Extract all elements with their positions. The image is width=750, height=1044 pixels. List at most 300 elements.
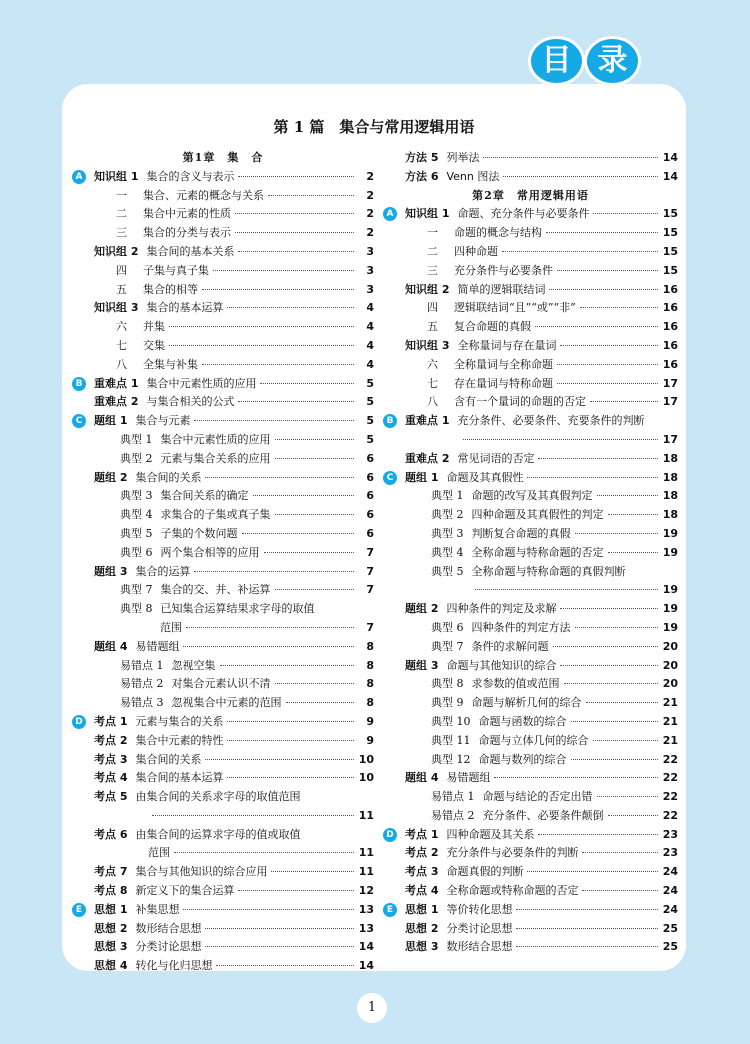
- entry-line-1: [72, 600, 374, 619]
- entry-text: 集合与其他知识的综合应用: [135, 865, 268, 879]
- entry-label: 题组 2: [94, 470, 128, 484]
- entry-text: 命题的改写及其真假判定: [471, 489, 593, 503]
- page-ref: 25: [662, 940, 678, 954]
- dot-leader: [205, 759, 354, 760]
- page-ref: 4: [366, 357, 374, 371]
- entry-text: 集合间的关系: [135, 752, 202, 766]
- page-ref: 7: [366, 545, 374, 559]
- page-ref: 3: [366, 282, 374, 296]
- entry-text: 并集: [143, 320, 165, 334]
- dot-leader: [546, 232, 658, 233]
- entry-label: 知识组 2: [94, 244, 139, 258]
- entry-label: 易错点 1: [431, 790, 475, 804]
- dot-leader: [527, 477, 658, 478]
- entry-text: 判断复合命题的真假: [471, 526, 571, 540]
- section-badge-icon: B: [383, 414, 397, 428]
- toc-entry: [72, 769, 374, 788]
- page-ref: 17: [662, 395, 678, 409]
- page-ref: 10: [358, 752, 374, 766]
- dot-leader: [608, 552, 659, 553]
- entry-text: 全称命题与特称命题的否定: [471, 545, 604, 559]
- entry-text: 由集合间的运算求字母的值或取值: [135, 827, 301, 841]
- toc-entry: [72, 581, 374, 600]
- section-badge-icon: E: [383, 903, 397, 917]
- entry-label: 重难点 1: [405, 414, 450, 428]
- page-ref: 16: [662, 338, 678, 352]
- entry-label: 典型 4: [431, 545, 464, 559]
- entry-text: 集合的基本运算: [146, 301, 224, 315]
- entry-label: 典型 5: [120, 526, 153, 540]
- page-ref: 11: [358, 808, 374, 822]
- toc-entry: [383, 487, 678, 506]
- entry-text: 简单的逻辑联结词: [457, 282, 546, 296]
- dot-leader: [571, 721, 659, 722]
- dot-leader: [582, 852, 658, 853]
- page-ref: 9: [366, 733, 374, 747]
- title-badge-lu: 录: [584, 36, 641, 86]
- section-badge-icon: D: [383, 828, 397, 842]
- dot-leader: [571, 759, 659, 760]
- dot-leader: [227, 740, 354, 741]
- entry-text: 易错题组: [446, 771, 491, 785]
- toc-entry: [72, 901, 374, 920]
- entry-text: 分类讨论思想: [135, 940, 202, 954]
- entry-text: 集合的相等: [143, 282, 198, 296]
- dot-leader: [593, 213, 658, 214]
- entry-label: 一: [427, 226, 438, 240]
- page-ref: 4: [366, 320, 374, 334]
- dot-leader: [593, 740, 659, 741]
- chapter-heading: 第2章 常用逻辑用语: [472, 188, 589, 202]
- entry-label: 思想 2: [405, 921, 439, 935]
- toc-entry: [72, 187, 374, 206]
- dot-leader: [174, 852, 354, 853]
- page-ref: 22: [662, 771, 678, 785]
- page-ref: 19: [662, 545, 678, 559]
- dot-leader: [268, 195, 354, 196]
- dot-leader: [590, 401, 658, 402]
- toc-entry: [383, 844, 678, 863]
- entry-label: 知识组 3: [405, 338, 450, 352]
- entry-text: 命题、充分条件与必要条件: [457, 207, 590, 221]
- toc-entry: [72, 450, 374, 469]
- toc-entry: [72, 525, 374, 544]
- section-badge-icon: C: [72, 414, 86, 428]
- entry-text: 集合间的关系: [135, 470, 202, 484]
- toc-entry: [72, 469, 374, 488]
- dot-leader: [553, 646, 659, 647]
- entry-label: 典型 10: [431, 714, 471, 728]
- toc-entry: [72, 243, 374, 262]
- entry-label: 典型 11: [431, 733, 471, 747]
- entry-line-1: [383, 563, 678, 582]
- entry-label: 易错点 2: [431, 808, 475, 822]
- page-ref: 15: [662, 207, 678, 221]
- entry-label: 五: [427, 320, 438, 334]
- dot-leader: [271, 871, 354, 872]
- entry-text: 集合中元素性质的应用: [160, 432, 271, 446]
- entry-text: 全称命题与特称命题的真假判断: [471, 564, 626, 578]
- entry-line-2: [383, 431, 678, 450]
- entry-label: 题组 1: [405, 470, 439, 484]
- entry-label: 典型 6: [431, 620, 464, 634]
- toc-entry-multiline: [72, 826, 374, 864]
- toc-entry: [72, 675, 374, 694]
- dot-leader: [183, 909, 354, 910]
- entry-label: 典型 4: [120, 508, 153, 522]
- entry-text: 两个集合相等的应用: [160, 545, 260, 559]
- page-ref: 15: [662, 244, 678, 258]
- page-ref: 2: [366, 226, 374, 240]
- dot-leader: [475, 589, 658, 590]
- entry-label: 典型 7: [431, 639, 464, 653]
- dot-leader: [264, 552, 355, 553]
- page-ref: 11: [358, 865, 374, 879]
- toc-entry: [383, 149, 678, 168]
- page-ref: 5: [366, 414, 374, 428]
- entry-text: 四种命题及其真假性的判定: [471, 508, 604, 522]
- toc-entry: [383, 168, 678, 187]
- entry-label: 题组 2: [405, 602, 439, 616]
- entry-label: 重难点 2: [94, 395, 139, 409]
- entry-label: 题组 1: [94, 414, 128, 428]
- entry-text: 命题与立体几何的综合: [478, 733, 589, 747]
- toc-entry: [383, 600, 678, 619]
- entry-label: 重难点 2: [405, 451, 450, 465]
- toc-entry: [383, 938, 678, 957]
- page-ref: 16: [662, 320, 678, 334]
- entry-text: 全集与补集: [143, 357, 198, 371]
- page-ref: 7: [366, 564, 374, 578]
- page-ref: 3: [366, 263, 374, 277]
- entry-label: 易错点 3: [120, 696, 164, 710]
- entry-label: 典型 5: [431, 564, 464, 578]
- page-ref: 6: [366, 470, 374, 484]
- entry-label: 六: [427, 357, 438, 371]
- dot-leader: [194, 420, 354, 421]
- toc-entry: [383, 826, 678, 845]
- entry-line-2: [72, 807, 374, 826]
- toc-entry: [72, 487, 374, 506]
- page-ref: 15: [662, 226, 678, 240]
- entry-text: 新定义下的集合运算: [135, 884, 235, 898]
- dot-leader: [169, 345, 354, 346]
- entry-label: 题组 3: [94, 564, 128, 578]
- entry-text: 等价转化思想: [446, 902, 513, 916]
- entry-text: 求参数的值或范围: [471, 677, 560, 691]
- entry-label: 考点 3: [94, 752, 128, 766]
- entry-label: 考点 3: [405, 865, 439, 879]
- entry-label: 典型 12: [431, 752, 471, 766]
- dot-leader: [238, 251, 354, 252]
- dot-leader: [260, 383, 354, 384]
- toc-entry: [383, 882, 678, 901]
- entry-text: 子集的个数问题: [160, 526, 238, 540]
- toc-entry: [383, 619, 678, 638]
- page-ref: 6: [366, 526, 374, 540]
- entry-label: 考点 2: [405, 846, 439, 860]
- entry-label: 典型 1: [120, 432, 153, 446]
- entry-text: 集合的运算: [135, 564, 191, 578]
- toc-entry: [383, 262, 678, 281]
- toc-entry: [383, 732, 678, 751]
- toc-entry: [72, 431, 374, 450]
- dot-leader: [608, 514, 659, 515]
- page-ref: 24: [662, 902, 678, 916]
- page-ref: 4: [366, 338, 374, 352]
- entry-label: 方法 5: [405, 151, 439, 164]
- dot-leader: [560, 608, 658, 609]
- entry-label: 知识组 2: [405, 282, 450, 296]
- toc-entry: [72, 375, 374, 394]
- entry-text: 由集合间的关系求字母的取值范围: [135, 790, 301, 804]
- page-ref: 10: [358, 771, 374, 785]
- dot-leader: [502, 251, 658, 252]
- page-number: 1: [357, 993, 387, 1023]
- entry-text: 集合中元素的特性: [135, 733, 224, 747]
- section-badge-icon: D: [72, 715, 86, 729]
- dot-leader: [557, 383, 658, 384]
- toc-entry: [383, 393, 678, 412]
- dot-leader: [608, 815, 659, 816]
- entry-text: 对集合元素认识不清: [171, 677, 271, 691]
- dot-leader: [580, 307, 658, 308]
- page-ref: 2: [366, 207, 374, 221]
- page-ref: 6: [366, 508, 374, 522]
- entry-label: 典型 3: [120, 489, 153, 503]
- entry-text: 充分条件、必要条件、充要条件的判断: [457, 414, 645, 428]
- entry-text: 命题真假的判断: [446, 865, 524, 879]
- page-ref: 22: [662, 790, 678, 804]
- toc-entry: [72, 393, 374, 412]
- toc-entry: [383, 318, 678, 337]
- entry-label: 思想 3: [405, 940, 439, 954]
- toc-entry: [72, 863, 374, 882]
- dot-leader: [494, 777, 658, 778]
- entry-label: 考点 4: [94, 771, 128, 785]
- page-ref: 13: [358, 921, 374, 935]
- entry-text: 已知集合运算结果求字母的取值: [160, 602, 315, 616]
- toc-entry: [72, 299, 374, 318]
- entry-label: 四: [427, 301, 438, 315]
- toc-entry: [72, 262, 374, 281]
- dot-leader: [535, 326, 658, 327]
- page-ref: 17: [662, 432, 678, 446]
- dot-leader: [275, 458, 355, 459]
- entry-text: 充分条件、必要条件颠倒: [482, 808, 604, 822]
- entry-text: 忽视集合中元素的范围: [171, 696, 282, 710]
- dot-leader: [213, 270, 354, 271]
- dot-leader: [597, 495, 659, 496]
- page-ref: 24: [662, 865, 678, 879]
- entry-text: 命题与数列的综合: [478, 752, 567, 766]
- entry-label: 思想 2: [94, 921, 128, 935]
- toc-entry: [72, 657, 374, 676]
- toc-entry-multiline: [383, 412, 678, 450]
- entry-line-1: [72, 826, 374, 845]
- page-ref: 8: [366, 658, 374, 672]
- dot-leader: [275, 589, 355, 590]
- toc-entry: [383, 506, 678, 525]
- entry-text: 全称量词与存在量词: [457, 338, 557, 352]
- page-ref: 20: [662, 639, 678, 653]
- entry-label: 考点 1: [94, 714, 128, 728]
- dot-leader: [483, 157, 658, 158]
- toc-entry: [383, 769, 678, 788]
- page-ref: 8: [366, 639, 374, 653]
- entry-label: 考点 6: [94, 827, 128, 841]
- entry-text: 集合中元素的性质: [143, 207, 231, 221]
- entry-label: 三: [427, 263, 438, 277]
- entry-text: 命题及其真假性: [446, 470, 524, 484]
- entry-text: 忽视空集: [171, 658, 216, 672]
- section-badge-icon: A: [72, 170, 86, 184]
- page-ref: 12: [358, 884, 374, 898]
- page-ref: 21: [662, 696, 678, 710]
- dot-leader: [227, 777, 354, 778]
- page-ref: 18: [662, 470, 678, 484]
- entry-text: 命题与结论的否定出错: [482, 790, 593, 804]
- toc-entry: [383, 356, 678, 375]
- entry-line-1: [72, 788, 374, 807]
- part-title: 第 1 篇 集合与常用逻辑用语: [273, 118, 475, 136]
- toc-entry: [72, 882, 374, 901]
- entry-text: 集合的分类与表示: [143, 226, 231, 240]
- page-ref: 14: [358, 959, 374, 973]
- dot-leader: [557, 364, 658, 365]
- entry-label: 思想 1: [405, 902, 439, 916]
- page-ref: 11: [358, 846, 374, 860]
- entry-label: 知识组 1: [94, 169, 139, 183]
- dot-leader: [516, 946, 658, 947]
- entry-text: 充分条件与必要条件: [454, 263, 553, 277]
- dot-leader: [227, 307, 354, 308]
- toc-entry: [383, 807, 678, 826]
- entry-label: 易错点 1: [120, 658, 164, 672]
- entry-text: 列举法: [446, 151, 480, 164]
- dot-leader: [538, 458, 658, 459]
- page-ref: 4: [366, 301, 374, 315]
- entry-label: 重难点 1: [94, 376, 139, 390]
- dot-leader: [463, 439, 658, 440]
- entry-label: 思想 3: [94, 940, 128, 954]
- entry-label: 知识组 1: [405, 207, 450, 221]
- toc-entry: [383, 788, 678, 807]
- dot-leader: [194, 571, 354, 572]
- dot-leader: [202, 364, 354, 365]
- dot-leader: [205, 477, 354, 478]
- entry-label: 典型 6: [120, 545, 153, 559]
- toc-entry-multiline: [383, 563, 678, 601]
- page-ref: 19: [662, 620, 678, 634]
- entry-text: 四种条件的判定方法: [471, 620, 571, 634]
- section-badge-icon: C: [383, 471, 397, 485]
- page-ref: 2: [366, 169, 374, 183]
- page-ref: 21: [662, 733, 678, 747]
- page-ref: 7: [366, 583, 374, 597]
- entry-text: 数形结合思想: [135, 921, 202, 935]
- toc-entry: [72, 337, 374, 356]
- toc-entry: [383, 281, 678, 300]
- dot-leader: [238, 401, 354, 402]
- toc-entry: [72, 694, 374, 713]
- dot-leader: [549, 289, 658, 290]
- entry-line-2: [383, 581, 678, 600]
- dot-leader: [205, 946, 354, 947]
- toc-entry: [72, 957, 374, 976]
- toc-column-left: [72, 149, 374, 976]
- dot-leader: [286, 702, 355, 703]
- page-ref: 6: [366, 489, 374, 503]
- entry-text: 转化与化归思想: [135, 959, 213, 973]
- entry-text: 子集与真子集: [143, 263, 209, 277]
- entry-line-2: [72, 844, 374, 863]
- entry-text: 存在量词与特称命题: [454, 376, 553, 390]
- toc-entry: [383, 863, 678, 882]
- section-badge-icon: A: [383, 207, 397, 221]
- entry-text: 元素与集合的关系: [135, 714, 224, 728]
- page-ref: 20: [662, 677, 678, 691]
- page-ref: 16: [662, 357, 678, 371]
- entry-label: 七: [116, 338, 127, 352]
- page-ref: 14: [358, 940, 374, 954]
- entry-label: 方法 6: [405, 169, 439, 183]
- toc-entry: [383, 243, 678, 262]
- dot-leader: [202, 289, 354, 290]
- toc-entry: [72, 281, 374, 300]
- page-ref: 16: [662, 301, 678, 315]
- page-ref: 8: [366, 696, 374, 710]
- toc-entry: [383, 751, 678, 770]
- entry-text: 与集合相关的公式: [146, 395, 235, 409]
- title-badge-mu: 目: [528, 36, 585, 86]
- toc-entry: [383, 224, 678, 243]
- dot-leader: [503, 176, 658, 177]
- dot-leader: [575, 533, 659, 534]
- toc-entry: [383, 525, 678, 544]
- entry-label: 思想 1: [94, 902, 128, 916]
- entry-label: 考点 5: [94, 790, 128, 804]
- entry-label: 典型 3: [431, 526, 464, 540]
- page-ref: 3: [366, 244, 374, 258]
- entry-text: 命题与其他知识的综合: [446, 658, 557, 672]
- entry-text: 命题与函数的综合: [478, 714, 567, 728]
- entry-text: 数形结合思想: [446, 940, 513, 954]
- chapter-heading: 第1章 集 合: [182, 151, 264, 164]
- toc-entry: [383, 337, 678, 356]
- entry-label: 考点 7: [94, 865, 128, 879]
- dot-leader: [205, 928, 354, 929]
- page-ref: 18: [662, 508, 678, 522]
- entry-label: 知识组 3: [94, 301, 139, 315]
- dot-leader: [152, 815, 354, 816]
- entry-text: 元素与集合关系的应用: [160, 451, 271, 465]
- entry-text: 集合的含义与表示: [146, 169, 235, 183]
- dot-leader: [275, 439, 355, 440]
- entry-text: 四种命题及其关系: [446, 827, 535, 841]
- toc-entry: [72, 168, 374, 187]
- entry-label: 二: [427, 244, 438, 258]
- dot-leader: [227, 721, 354, 722]
- entry-text: 全称量词与全称命题: [454, 357, 553, 371]
- section-badge-icon: B: [72, 377, 86, 391]
- page-ref: 15: [662, 263, 678, 277]
- page-ref: 22: [662, 808, 678, 822]
- entry-text: 求集合的子集或真子集: [160, 508, 271, 522]
- entry-text: 逻辑联结词“且”“或”“非”: [454, 301, 576, 315]
- toc-entry: [72, 205, 374, 224]
- toc-card: [62, 84, 686, 971]
